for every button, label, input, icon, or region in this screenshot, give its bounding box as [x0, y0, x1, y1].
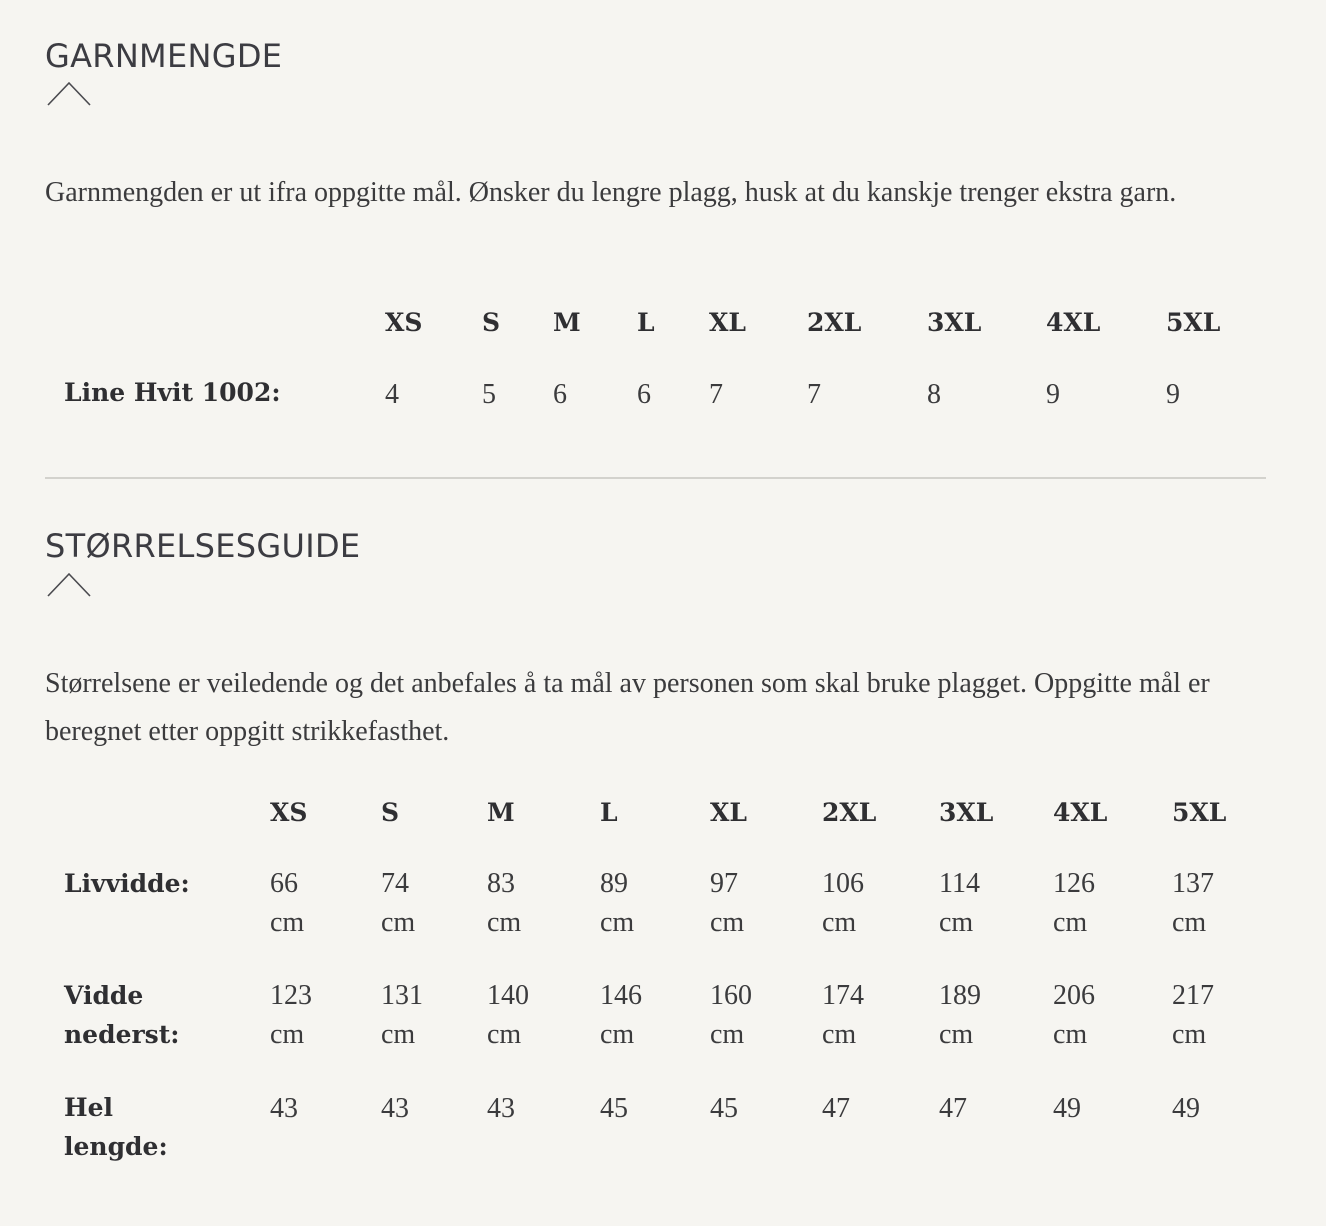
size-guide-heading[interactable]: STØRRELSESGUIDE: [45, 527, 361, 565]
chevron-up-icon[interactable]: [46, 80, 92, 106]
row-label: Hel: [64, 1093, 114, 1122]
table-cell: 83: [487, 868, 515, 899]
size-header: M: [487, 798, 515, 827]
table-cell: 6: [553, 379, 567, 410]
table-cell: 146: [600, 980, 642, 1011]
row-label: Line Hvit 1002:: [64, 378, 281, 407]
table-cell: 7: [807, 379, 821, 410]
unit-label: cm: [1053, 907, 1088, 938]
size-header: XS: [385, 308, 423, 337]
size-header: XL: [709, 308, 746, 337]
table-cell: 43: [487, 1093, 515, 1124]
size-header: 4XL: [1046, 308, 1101, 337]
table-cell: 97: [710, 868, 738, 899]
unit-label: cm: [1053, 1019, 1088, 1050]
row-label: Vidde: [64, 981, 144, 1010]
size-header: XL: [710, 798, 747, 827]
table-cell: 6: [637, 379, 651, 410]
unit-label: cm: [600, 907, 635, 938]
row-label: Livvidde:: [64, 869, 190, 898]
table-cell: 9: [1166, 379, 1180, 410]
size-guide-intro: Størrelsene er veiledende og det anbefales å ta mål av personen som skal bruke plagget. Oppgitte mål er beregnet etter oppgitt strikkefasthet.: [45, 668, 1210, 747]
size-header: XS: [270, 798, 308, 827]
table-cell: 45: [600, 1093, 628, 1124]
table-cell: 126: [1053, 868, 1095, 899]
table-cell: 66: [270, 868, 298, 899]
size-header: S: [482, 308, 501, 337]
size-header: L: [600, 798, 618, 827]
table-cell: 45: [710, 1093, 738, 1124]
table-cell: 49: [1172, 1093, 1200, 1124]
table-cell: 131: [381, 980, 423, 1011]
table-cell: 49: [1053, 1093, 1081, 1124]
unit-label: cm: [381, 907, 416, 938]
unit-label: cm: [600, 1019, 635, 1050]
unit-label: cm: [1172, 1019, 1207, 1050]
table-cell: 47: [939, 1093, 967, 1124]
table-cell: 123: [270, 980, 312, 1011]
table-cell: 47: [822, 1093, 850, 1124]
section-divider: [45, 477, 1266, 479]
unit-label: cm: [270, 907, 305, 938]
unit-label: cm: [1172, 907, 1207, 938]
unit-label: cm: [939, 907, 974, 938]
unit-label: cm: [710, 907, 745, 938]
size-header: S: [381, 798, 400, 827]
table-cell: 137: [1172, 868, 1214, 899]
table-cell: 89: [600, 868, 628, 899]
table-cell: 217: [1172, 980, 1214, 1011]
yarn-amount-intro: Garnmengden er ut ifra oppgitte mål. Ønsker du lengre plagg, husk at du kanskje trenger ekstra garn.: [45, 177, 1177, 208]
unit-label: cm: [381, 1019, 416, 1050]
table-cell: 9: [1046, 379, 1060, 410]
table-cell: 7: [709, 379, 723, 410]
unit-label: cm: [822, 1019, 857, 1050]
table-cell: 5: [482, 379, 496, 410]
size-header: 4XL: [1053, 798, 1108, 827]
table-cell: 74: [381, 868, 409, 899]
unit-label: cm: [270, 1019, 305, 1050]
table-cell: 160: [710, 980, 752, 1011]
table-cell: 106: [822, 868, 864, 899]
table-cell: 4: [385, 379, 399, 410]
size-header: L: [637, 308, 655, 337]
row-label: lengde:: [64, 1132, 168, 1161]
table-cell: 140: [487, 980, 529, 1011]
size-header: 2XL: [807, 308, 862, 337]
size-header: 3XL: [927, 308, 982, 337]
chevron-up-icon[interactable]: [46, 571, 92, 597]
size-header: M: [553, 308, 581, 337]
unit-label: cm: [710, 1019, 745, 1050]
row-label: nederst:: [64, 1020, 180, 1049]
table-cell: 8: [927, 379, 941, 410]
size-header: 3XL: [939, 798, 994, 827]
unit-label: cm: [939, 1019, 974, 1050]
table-cell: 206: [1053, 980, 1095, 1011]
size-header: 5XL: [1166, 308, 1221, 337]
size-header: 2XL: [822, 798, 877, 827]
table-cell: 43: [270, 1093, 298, 1124]
table-cell: 174: [822, 980, 864, 1011]
table-cell: 189: [939, 980, 981, 1011]
unit-label: cm: [487, 1019, 522, 1050]
table-cell: 43: [381, 1093, 409, 1124]
size-header: 5XL: [1172, 798, 1227, 827]
yarn-amount-heading[interactable]: GARNMENGDE: [45, 37, 283, 75]
unit-label: cm: [487, 907, 522, 938]
table-cell: 114: [939, 868, 980, 899]
unit-label: cm: [822, 907, 857, 938]
